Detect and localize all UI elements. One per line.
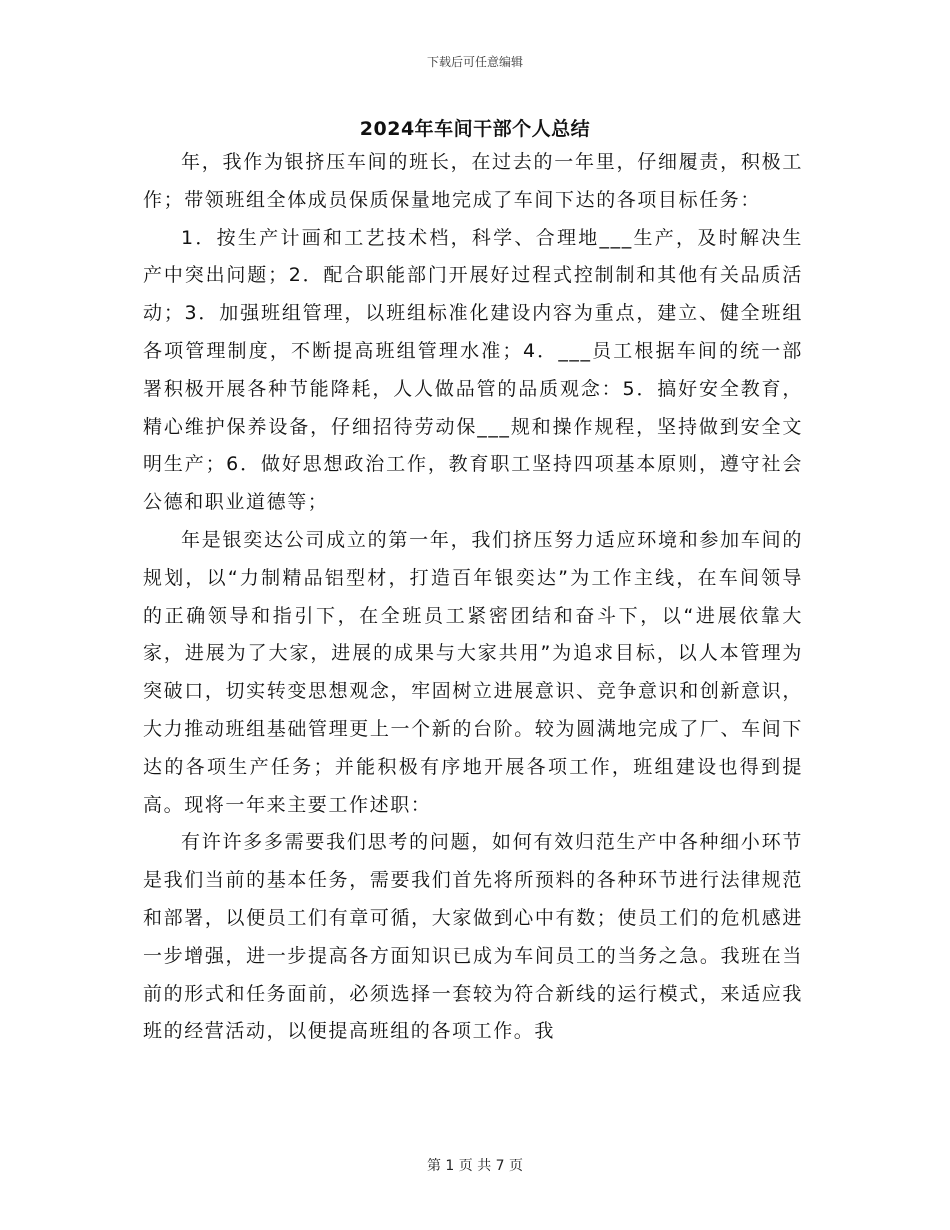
page-number-footer: 第 1 页 共 7 页 xyxy=(426,1158,524,1174)
paragraph-task-list: 1．按生产计画和工艺技术档，科学、合理地___生产，及时解决生产中突出问题；2．配合职能部门开展好过程式控制制和其他有关品质活动；3．加强班组管理，以班组标准化建设内容为重点，建立、健全班组各项管理制度，不断提高班组管理水准；4．___员工根据车间的统一部署积极开展各种节能降耗，人人做品管的品质观念：5．搞好安全教育，精心维护保养设备，仔细招待劳动保___规和操作规程，坚持做到安全文明生产；6．做好思想政治工作，教育职工坚持四项基本原则，遵守社会公德和职业道德等； xyxy=(143,226,803,514)
document-title: 2024年车间干部个人总结 xyxy=(359,118,591,140)
paragraph-intro: 年，我作为银挤压车间的班长，在过去的一年里，仔细履责，积极工作；带领班组全体成员保质保量地完成了车间下达的各项目标任务： xyxy=(143,151,803,211)
paragraph-company-year: 年是银奕达公司成立的第一年，我们挤压努力适应环境和参加车间的规划，以“力制精品铝型材，打造百年银奕达”为工作主线，在车间领导的正确领导和指引下，在全班员工紧密团结和奋斗下，以“进展依靠大家，进展为了大家，进展的成果与大家共用”为追求目标，以人本管理为突破口，切实转变思想观念，牢固树立进展意识、竞争意识和创新意识，大力推动班组基础管理更上一个新的台阶。较为圆满地完成了厂、车间下达的各项生产任务；并能积极有序地开展各项工作，班组建设也得到提高。现将一年来主要工作述职： xyxy=(143,528,803,816)
page-header-note: 下载后可任意编辑 xyxy=(426,55,523,69)
document-body xyxy=(143,144,803,1051)
paragraph-questions: 有许许多多需要我们思考的问题，如何有效归范生产中各种细小环节是我们当前的基本任务，需要我们首先将所预料的各种环节进行法律规范和部署，以便员工们有章可循，大家做到心中有数；使员工们的危机感进一步增强，进一步提高各方面知识已成为车间员工的当务之急。我班在当前的形式和任务面前，必须选择一套较为符合新线的运行模式，来适应我班的经营活动，以便提高班组的各项工作。我 xyxy=(143,831,803,1043)
